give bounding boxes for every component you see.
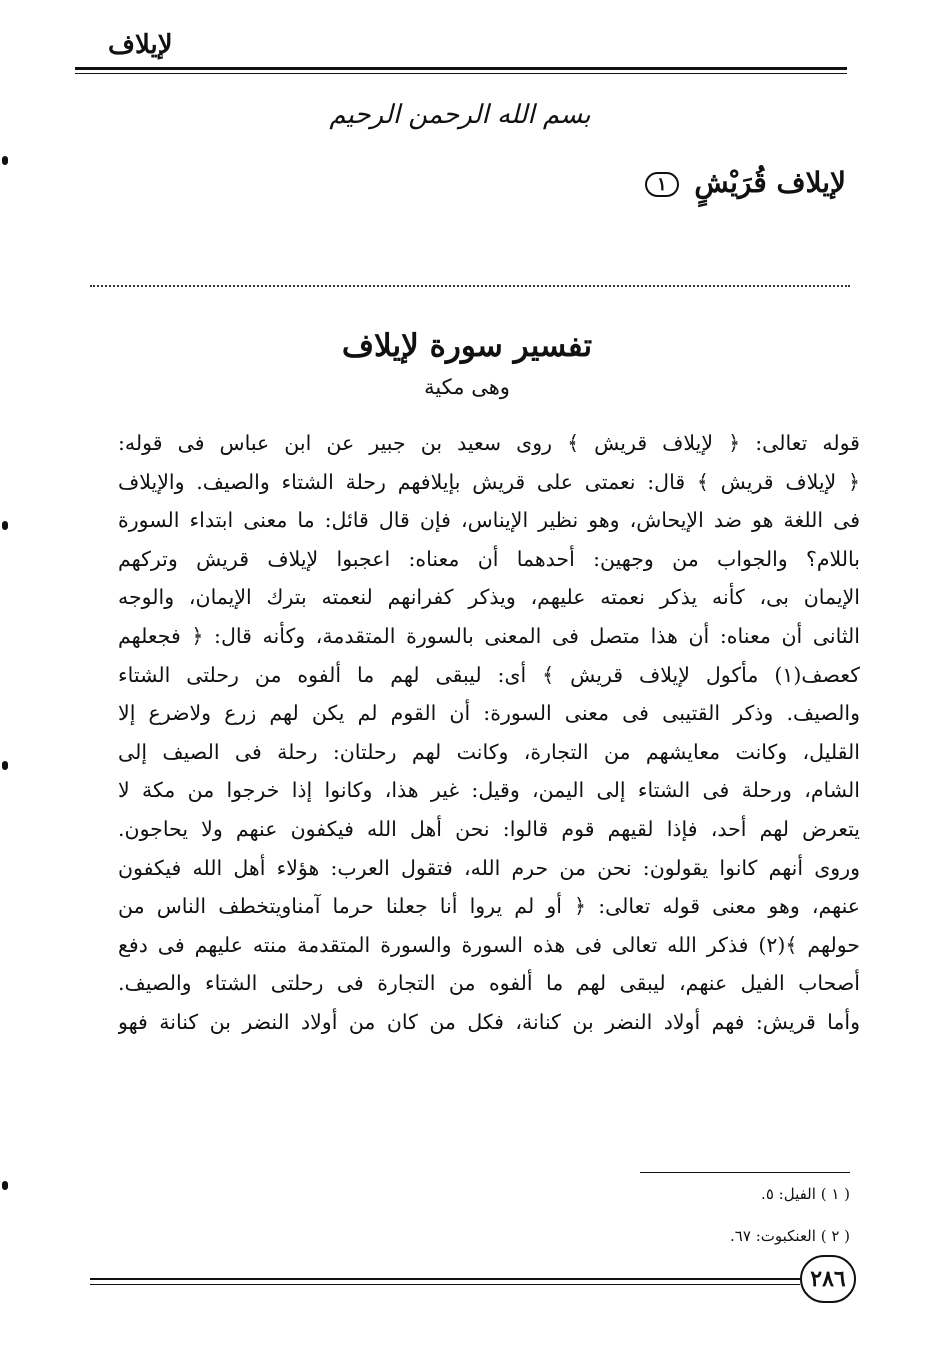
scan-mark	[2, 761, 8, 770]
chapter-title: تفسير سورة لإيلاف	[341, 328, 593, 364]
text-line: باللام؟ والجواب من وجهين: أحدهما أن معناه: اعجبوا لإيلاف قريش وتركهم	[118, 546, 860, 571]
text-line: فى اللغة هو ضد الإيحاش، وهو نظير الإيناس، فإن قال قائل: ما معنى ابتداء السورة	[118, 508, 860, 533]
quran-verse	[645, 166, 846, 199]
text-line: قوله تعالى: ﴿ لإيلاف قريش ﴾ روى سعيد بن جبير عن ابن عباس فى قوله:	[118, 431, 860, 455]
text-line: كعصف(١) مأكول لإيلاف قريش ﴾ أى: ليبقى لهم ما ألفوه من رحلتى الشتاء	[118, 662, 860, 687]
footer-rule-thin	[90, 1284, 800, 1285]
header-rule-thin	[75, 73, 847, 74]
body-text	[118, 424, 860, 1042]
running-title: لإيلاف	[108, 30, 173, 60]
chapter-subtitle: وهى مكية	[424, 375, 510, 399]
text-line: أصحاب الفيل عنهم، ليبقى لهم ما ألفوه من التجارة فى رحلتى الشتاء والصيف.	[118, 971, 860, 996]
basmala: بسم الله الرحمن الرحيم	[329, 100, 591, 130]
text-line: الثانى أن معناه: أن هذا متصل فى المعنى بالسورة المتقدمة، وكأنه قال: ﴿ فجعلهم	[118, 623, 860, 648]
text-line: حولهم ﴾(٢) فذكر الله تعالى فى هذه السورة والسورة المتقدمة منته عليهم فى دفع	[118, 932, 860, 957]
dotted-separator	[90, 285, 850, 287]
header-rule	[75, 67, 847, 70]
text-line: يتعرض لهم أحد، فإذا لقيهم قوم قالوا: نحن أهل الله فيكفون عنهم ولا يحاجون.	[118, 816, 860, 841]
text-line: وأما قريش: فهم أولاد النضر بن كنانة، فكل من كان من أولاد النضر بن كنانة فهو	[118, 1009, 860, 1034]
scan-mark	[2, 521, 8, 530]
text-line: القليل، وكانت معايشهم من التجارة، وكانت لهم رحلتان: رحلة فى الصيف إلى	[118, 739, 860, 764]
text-line: الشام، ورحلة فى الشتاء إلى اليمن، وقيل: غير هذا، وكانوا إذا خرجوا من مكة لا	[118, 778, 860, 803]
scan-mark	[2, 156, 8, 165]
footnote-2: ( ٢ ) العنكبوت: ٦٧.	[730, 1227, 850, 1245]
text-line: ﴿ لإيلاف قريش ﴾ قال: نعمتى على قريش بإيلافهم رحلة الشتاء والصيف. والإيلاف	[118, 469, 860, 494]
footnote-1: ( ١ ) الفيل: ٥.	[761, 1185, 850, 1203]
text-line: والصيف. وذكر القتيبى فى معنى السورة: أن القوم لم يكن لهم زرع ولاضرع إلا	[118, 701, 860, 726]
footnote-rule	[640, 1172, 850, 1173]
verse-text: لإيلاف قُرَيْشٍ	[694, 166, 846, 199]
footer-rule	[90, 1278, 800, 1280]
text-line: وروى أنهم كانوا يقولون: نحن من حرم الله، فتقول العرب: هؤلاء أهل الله فيكفون	[118, 855, 860, 880]
text-line: الإيمان بى، كأنه يذكر نعمته عليهم، ويذكر كفرانهم لنعمته بترك الإيمان، والوجه	[118, 585, 860, 610]
scan-mark	[2, 1181, 8, 1190]
page-number: ٢٨٦	[800, 1255, 856, 1303]
verse-number: ١	[645, 172, 679, 197]
text-line: عنهم، وهو معنى قوله تعالى: ﴿ أو لم يروا أنا جعلنا حرما آمناويتخطف الناس من	[118, 894, 860, 919]
